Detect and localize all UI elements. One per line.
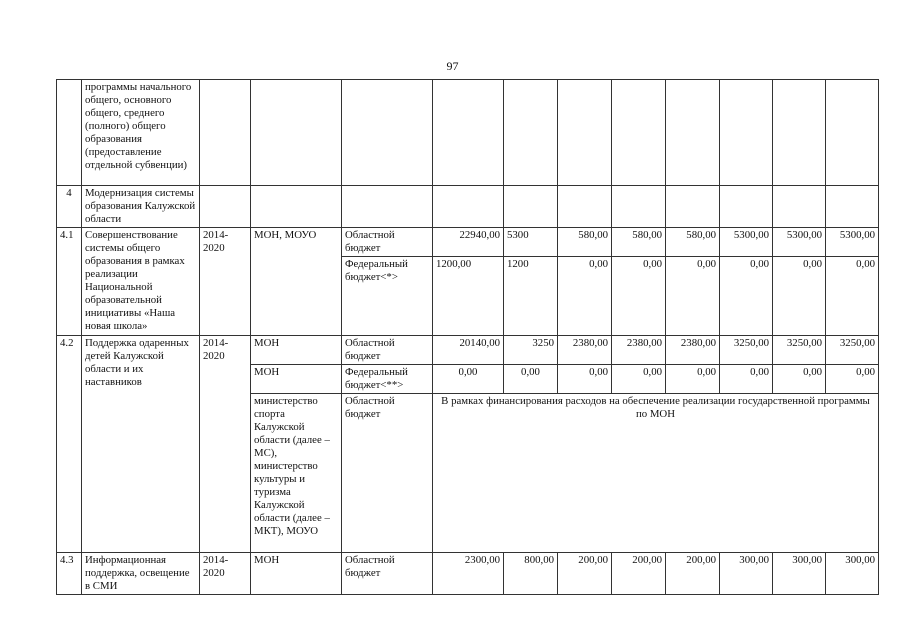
cell-value: 1200 xyxy=(504,257,558,336)
cell-value: 5300,00 xyxy=(720,228,773,257)
cell-value: 2380,00 xyxy=(558,336,612,365)
cell-value: 300,00 xyxy=(720,553,773,595)
cell-executor: МОН xyxy=(251,365,342,394)
cell-value: 2300,00 xyxy=(433,553,504,595)
cell-source: Областной бюджет xyxy=(342,228,433,257)
cell-value: 5300,00 xyxy=(773,228,826,257)
cell-source: Федеральный бюджет<*> xyxy=(342,257,433,336)
cell-value: 0,00 xyxy=(666,257,720,336)
cell-value: 300,00 xyxy=(773,553,826,595)
cell-name: Информационная поддержка, освещение в СМИ xyxy=(82,553,200,595)
cell-name: Модернизация системы образования Калужской области xyxy=(82,186,200,228)
cell-index: 4 xyxy=(57,186,82,228)
cell-value: 0,00 xyxy=(720,365,773,394)
cell-value: 0,00 xyxy=(773,257,826,336)
budget-table xyxy=(56,79,879,595)
cell-index: 4.1 xyxy=(57,228,82,336)
cell-value: 3250,00 xyxy=(773,336,826,365)
cell-value: 5300 xyxy=(504,228,558,257)
cell-index: 4.2 xyxy=(57,336,82,553)
cell-source: Областной бюджет xyxy=(342,553,433,595)
cell-value: 20140,00 xyxy=(433,336,504,365)
cell-value: 0,00 xyxy=(612,365,666,394)
table-row-4-3 xyxy=(57,553,879,595)
table-row-continuation xyxy=(57,80,879,186)
cell-period: 2014-2020 xyxy=(200,336,251,553)
cell-index: 4.3 xyxy=(57,553,82,595)
cell-name: программы начального общего, основного общего, среднего (полного) общего образования (предоставление отдельной субвенции) xyxy=(82,80,200,186)
cell-value: 3250 xyxy=(504,336,558,365)
table-row-4-2 xyxy=(57,336,879,365)
cell-executor: МОН xyxy=(251,336,342,365)
cell-value: 5300,00 xyxy=(826,228,879,257)
cell-note: В рамках финансирования расходов на обеспечение реализации государственной программы по МОН xyxy=(433,394,879,553)
cell-executor: министерство спорта Калужской области (далее – МС), министерство культуры и туризма Калужской области (далее – МКТ), МОУО xyxy=(251,394,342,553)
cell-value: 0,00 xyxy=(612,257,666,336)
cell-value: 200,00 xyxy=(666,553,720,595)
cell-value: 3250,00 xyxy=(720,336,773,365)
cell-value: 22940,00 xyxy=(433,228,504,257)
cell-name: Поддержка одаренных детей Калужской области и их наставников xyxy=(82,336,200,553)
cell-value: 0,00 xyxy=(558,365,612,394)
cell-value: 0,00 xyxy=(558,257,612,336)
cell-value: 0,00 xyxy=(433,365,504,394)
cell-value: 300,00 xyxy=(826,553,879,595)
cell-source: Областной бюджет xyxy=(342,336,433,365)
cell-source: Федеральный бюджет<**> xyxy=(342,365,433,394)
cell-index xyxy=(57,80,82,186)
cell-period: 2014-2020 xyxy=(200,228,251,336)
cell-value: 1200,00 xyxy=(433,257,504,336)
cell-value: 0,00 xyxy=(504,365,558,394)
cell-value: 0,00 xyxy=(773,365,826,394)
table-row-4 xyxy=(57,186,879,228)
cell-value: 200,00 xyxy=(558,553,612,595)
cell-value: 580,00 xyxy=(558,228,612,257)
cell-value: 2380,00 xyxy=(666,336,720,365)
cell-executor: МОН, МОУО xyxy=(251,228,342,336)
page-number: 97 xyxy=(446,59,459,73)
cell-value: 800,00 xyxy=(504,553,558,595)
cell-source: Областной бюджет xyxy=(342,394,433,553)
cell-value: 0,00 xyxy=(666,365,720,394)
cell-value: 580,00 xyxy=(612,228,666,257)
table-row-4-1 xyxy=(57,228,879,257)
cell-executor: МОН xyxy=(251,553,342,595)
cell-value: 0,00 xyxy=(720,257,773,336)
cell-period: 2014-2020 xyxy=(200,553,251,595)
cell-value: 2380,00 xyxy=(612,336,666,365)
cell-name: Совершенствование системы общего образования в рамках реализации Национальной образовательной инициативы «Наша новая школа» xyxy=(82,228,200,336)
cell-value: 0,00 xyxy=(826,365,879,394)
cell-value: 200,00 xyxy=(612,553,666,595)
cell-value: 580,00 xyxy=(666,228,720,257)
cell-value: 0,00 xyxy=(826,257,879,336)
cell-value: 3250,00 xyxy=(826,336,879,365)
